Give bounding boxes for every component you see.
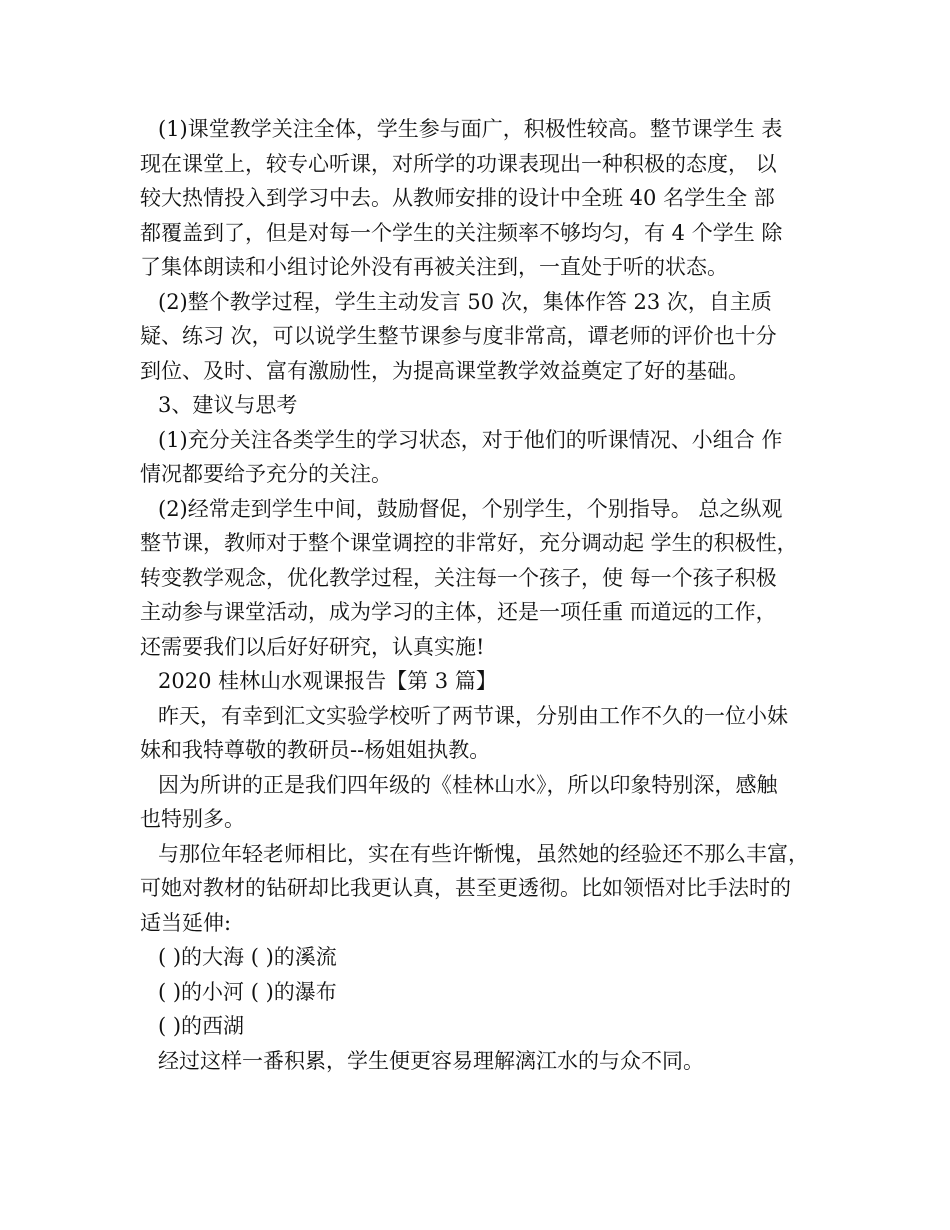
text-line: 现在课堂上，较专心听课，对所学的功课表现出一种积极的态度， 以	[140, 151, 777, 176]
text-line: (2)经常走到学生中间，鼓励督促，个别学生，个别指导。 总之纵观	[158, 496, 783, 521]
document-body	[140, 112, 820, 1078]
paragraph-impression	[140, 768, 820, 837]
text-line: 主动参与课堂活动，成为学习的主体，还是一项任重 而道远的工作，	[140, 600, 777, 624]
paragraph-suggestion-1	[140, 423, 820, 492]
text-line: 2020 桂林山水观课报告【第 3 篇】	[158, 669, 497, 693]
text-line: 适当延伸:	[140, 910, 232, 935]
paragraph-comparison	[140, 837, 820, 941]
text-line: 妹和我特尊敬的教研员--杨姐姐执教。	[140, 738, 491, 762]
text-line: 昨天，有幸到汇文实验学校听了两节课，分别由工作不久的一位小妹	[158, 703, 788, 728]
text-line: 情况都要给予充分的关注。	[140, 462, 392, 486]
text-line: (2)整个教学过程，学生主动发言 50 次，集体作答 23 次，自主质	[158, 289, 772, 314]
exercise-line-1	[140, 940, 820, 975]
paragraph-suggestion-2	[140, 492, 820, 665]
article-title	[140, 664, 820, 699]
text-line: 都覆盖到了，但是对每一个学生的关注频率不够均匀，有 4 个学生 除	[140, 220, 783, 245]
text-line: 了集体朗读和小组讨论外没有再被关注到，一直处于听的状态。	[140, 255, 728, 279]
paragraph-conclusion	[140, 1044, 820, 1079]
text-line: 与那位年轻老师相比，实在有些许惭愧，虽然她的经验还不那么丰富，	[158, 841, 809, 866]
section-heading-suggestions	[140, 388, 820, 423]
exercise-line-2	[140, 975, 820, 1010]
text-line: 转变教学观念，优化教学过程，关注每一个孩子，使 每一个孩子积极	[140, 565, 777, 590]
text-line: (1)充分关注各类学生的学习状态，对于他们的听课情况、小组合 作	[158, 427, 783, 452]
text-line: ( )的大海 ( )的溪流	[158, 945, 337, 969]
text-line: 整节课，教师对于整个课堂调控的非常好，充分调动起 学生的积极性，	[140, 531, 798, 555]
text-line: 因为所讲的正是我们四年级的《桂林山水》，所以印象特别深，感触	[158, 772, 778, 797]
exercise-line-3	[140, 1009, 820, 1044]
paragraph-observation-2	[140, 285, 820, 389]
paragraph-observation-1	[140, 112, 820, 285]
text-line: 还需要我们以后好好研究，认真实施!	[140, 634, 485, 659]
text-line: 疑、练习 次，可以说学生整节课参与度非常高，谭老师的评价也十分	[140, 324, 777, 348]
paragraph-intro	[140, 699, 820, 768]
text-line: (1)课堂教学关注全体，学生参与面广，积极性较高。整节课学生 表	[158, 117, 783, 141]
text-line: 3、建议与思考	[158, 393, 298, 417]
text-line: 到位、及时、富有激励性，为提高课堂教学效益奠定了好的基础。	[140, 358, 749, 383]
text-line: ( )的西湖	[158, 1014, 245, 1038]
text-line: 也特别多。	[140, 807, 245, 831]
text-line: 可她对教材的钻研却比我更认真，甚至更透彻。比如领悟对比手法时的	[140, 876, 791, 900]
text-line: 经过这样一番积累，学生便更容易理解漓江水的与众不同。	[158, 1048, 704, 1073]
text-line: 较大热情投入到学习中去。从教师安排的设计中全班 40 名学生全 部	[140, 186, 775, 210]
text-line: ( )的小河 ( )的瀑布	[158, 979, 337, 1004]
